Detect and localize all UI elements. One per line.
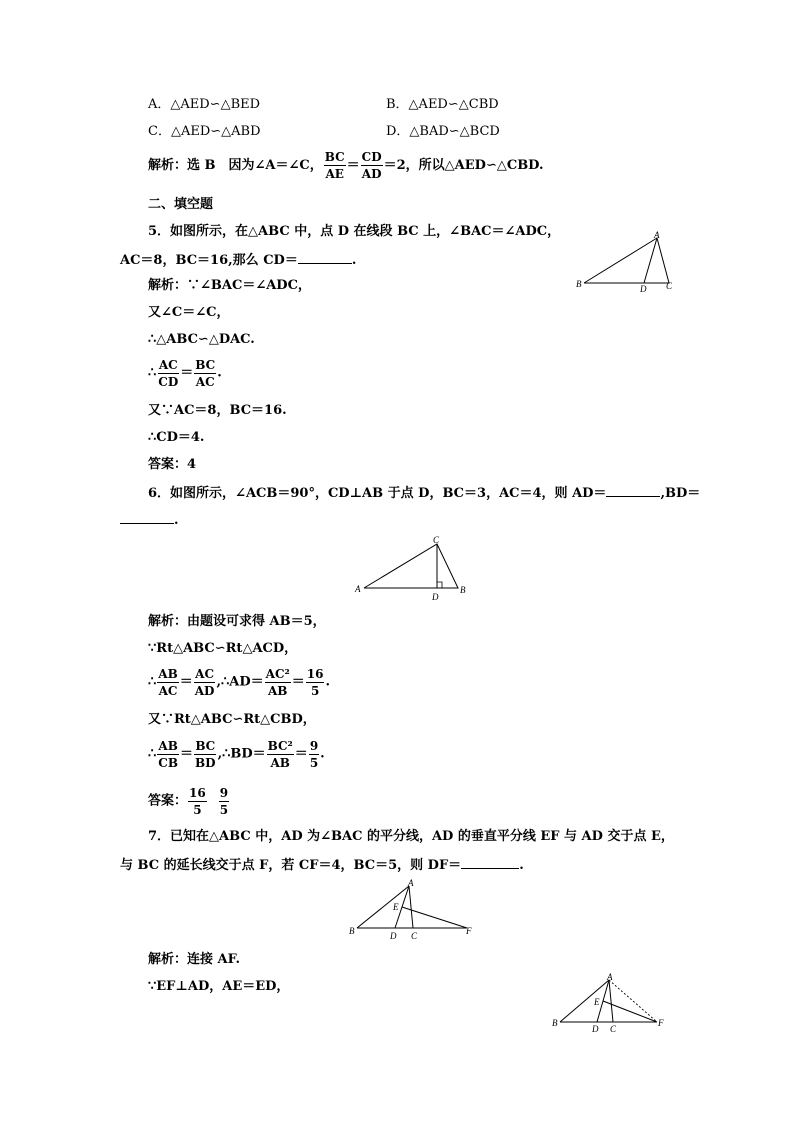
q6-step-3: ∴ $\frac{AB}{AC}$ ＝ $\frac{AC}{AD}$ ,∴AD＝ $\frac{\text{AC²}}{AB}$ ＝ $\frac{16}{5}$ .	[148, 667, 331, 698]
option-d: D．△BAD∽△BCD	[386, 124, 500, 139]
option-a: A．△AED∽△BED	[148, 97, 261, 112]
q7-label-b: B	[349, 926, 355, 936]
q7s-label-e: E	[594, 997, 600, 1007]
q7-line1: 7．已知在△ABC 中，AD 为∠BAC 的平分线，AD 的垂直平分线 EF 与 AD 交于点 E，	[148, 829, 674, 844]
answer-blank[interactable]	[461, 856, 519, 869]
q6-line2: .	[120, 511, 179, 529]
q5-step-6: ∴CD＝4.	[148, 430, 205, 445]
fraction: $\frac{\text{AC²}}{AB}$	[265, 667, 290, 698]
q7-label-d: D	[390, 931, 397, 941]
q5-step-1: 解析：∵∠BAC＝∠ADC，	[148, 278, 311, 293]
q5-step-3: ∴△ABC∽△DAC.	[148, 332, 255, 347]
q7s-label-d: D	[592, 1024, 599, 1034]
q5-label-d: D	[640, 284, 647, 294]
fraction: $\frac{16}{5}$	[189, 786, 206, 817]
fraction: $\frac{BC}{AC}$	[195, 358, 216, 389]
fraction: $\frac{9}{5}$	[219, 786, 229, 817]
q5-step-4: ∴ $\frac{AC}{CD}$ ＝ $\frac{BC}{AC}$ .	[148, 358, 222, 389]
q5-step-2: 又∠C＝∠C，	[148, 305, 230, 320]
q6-label-b: B	[460, 585, 466, 595]
q7-step-2: ∵EF⊥AD，AE＝ED，	[148, 979, 290, 994]
q6-label-c: C	[433, 535, 440, 545]
q6-step-1: 解析：由题设可求得 AB＝5，	[148, 614, 326, 629]
q6-step-2: ∵Rt△ABC∽Rt△ACD，	[148, 641, 298, 656]
fraction: $\frac{BC}{BD}$	[195, 739, 216, 770]
fraction: $\frac{BC}{AE}$	[324, 150, 345, 181]
answer-blank[interactable]	[120, 511, 174, 524]
q5-line2: AC＝8，BC＝16,那么 CD＝ .	[120, 253, 357, 268]
q7-line2: 与 BC 的延长线交于点 F，若 CF＝4，BC＝5，则 DF＝ .	[120, 858, 524, 873]
fraction: $\frac{AC}{CD}$	[158, 358, 179, 389]
q6-line1: 6．如图所示，∠ACB＝90°，CD⊥AB 于点 D，BC＝3，AC＝4，则 AD＝ ,BD＝	[148, 486, 701, 501]
q6-figure	[350, 532, 480, 604]
q7-label-a: A	[408, 878, 414, 888]
q5-figure	[570, 230, 680, 294]
q6-step-4: 又∵Rt△ABC∽Rt△CBD，	[148, 712, 316, 727]
fraction: $\frac{16}{5}$	[306, 667, 324, 698]
answer-blank[interactable]	[298, 251, 352, 264]
q6-label-a: A	[355, 584, 361, 594]
q7-label-f: F	[466, 926, 472, 936]
fraction: $\frac{AB}{AC}$	[158, 667, 178, 698]
q7s-label-c: C	[610, 1024, 617, 1034]
q4-solution: 解析：选 B 因为∠A＝∠C， $\frac{BC}{AE}$ ＝ $\frac{CD}{AD}$ ＝2，所以△AED∽△CBD.	[148, 150, 544, 181]
q7-label-c: C	[411, 931, 418, 941]
q5-step-5: 又∵AC＝8，BC＝16.	[148, 403, 287, 418]
q5-label-c: C	[666, 281, 673, 291]
q7-solution-figure	[545, 968, 675, 1038]
fraction: $\frac{AB}{CB}$	[158, 739, 178, 770]
q7-figure	[342, 872, 482, 944]
q7-step-1: 解析：连接 AF.	[148, 952, 241, 967]
fraction: $\frac{AC}{AD}$	[194, 667, 215, 698]
option-c: C．△AED∽△ABD	[148, 124, 261, 139]
q7s-label-f: F	[658, 1018, 664, 1028]
q5-label-b: B	[576, 279, 582, 289]
fraction: $\frac{\text{BC²}}{AB}$	[267, 739, 293, 770]
q5-line1: 5．如图所示，在△ABC 中，点 D 在线段 BC 上，∠BAC＝∠ADC，	[148, 224, 561, 239]
fraction: $\frac{9}{5}$	[309, 739, 319, 770]
q6-answer: 答案： $\frac{16}{5}$ $\frac{9}{5}$	[148, 786, 229, 817]
option-b: B．△AED∽△CBD	[386, 97, 499, 112]
q7s-label-b: B	[552, 1018, 558, 1028]
q6-label-d: D	[432, 592, 439, 602]
q7s-label-a: A	[607, 972, 613, 982]
q5-answer: 答案：4	[148, 457, 197, 472]
q5-label-a: A	[654, 230, 660, 240]
section-title: 二、填空题	[148, 197, 214, 212]
fraction: $\frac{CD}{AD}$	[361, 150, 382, 181]
q6-step-5: ∴ $\frac{AB}{CB}$ ＝ $\frac{BC}{BD}$ ,∴BD＝ $\frac{\text{BC²}}{AB}$ ＝ $\frac{9}{5}$ .	[148, 739, 325, 770]
answer-blank[interactable]	[606, 484, 660, 497]
q7-label-e: E	[393, 902, 399, 912]
